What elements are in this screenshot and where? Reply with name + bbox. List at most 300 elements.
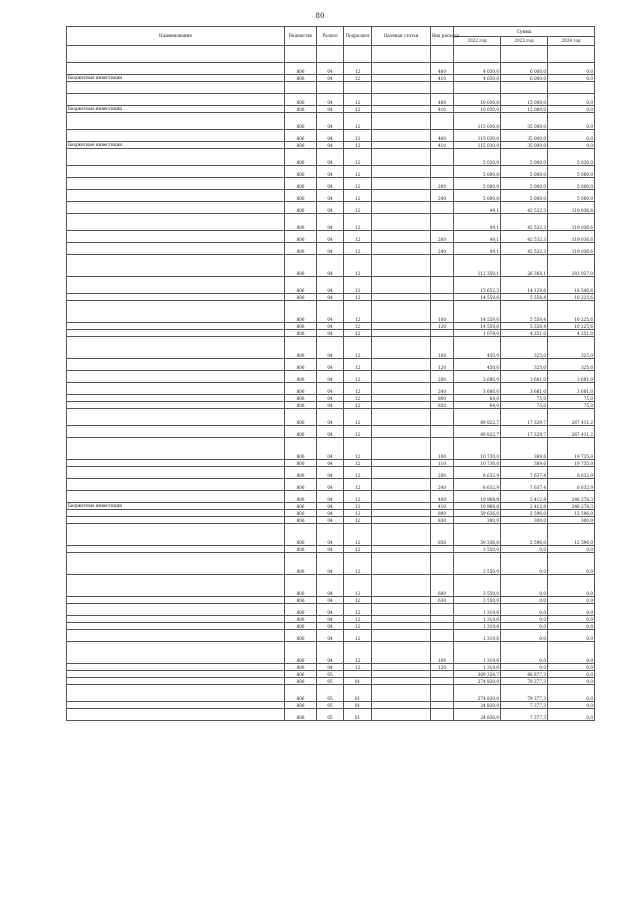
target-article-cell — [372, 709, 431, 721]
expense-type-cell — [431, 166, 454, 178]
section-cell: 04 — [317, 597, 344, 604]
row-name — [67, 82, 285, 94]
target-article-cell — [372, 395, 431, 402]
table-row — [67, 664, 595, 671]
section-cell: 04 — [317, 517, 344, 524]
page-number: 80 — [315, 12, 325, 20]
amount-2024-cell: 0,0 — [548, 94, 595, 106]
table-row — [67, 702, 595, 709]
row-name — [67, 190, 285, 202]
ministry-cell — [285, 46, 317, 63]
section-cell: 04 — [317, 190, 344, 202]
target-article-cell — [372, 82, 431, 94]
row-name — [67, 671, 285, 678]
row-name — [67, 575, 285, 597]
subsection-cell: 12 — [344, 597, 372, 604]
expense-type-cell: 410 — [431, 75, 454, 82]
subsection-cell: 12 — [344, 149, 372, 166]
target-article-cell — [372, 402, 431, 409]
amount-2022-cell: 10 030,0 — [454, 106, 501, 113]
amount-2024-cell: 119 036,6 — [548, 243, 595, 255]
ministry-cell: 806 — [285, 671, 317, 678]
target-article-cell — [372, 178, 431, 190]
amount-2024-cell: 0,0 — [548, 604, 595, 616]
amount-2024-cell: 0,0 — [548, 685, 595, 702]
ministry-cell: 806 — [285, 479, 317, 491]
amount-2022-cell: 115 030,0 — [454, 142, 501, 149]
table-row — [67, 178, 595, 190]
section-cell: 04 — [317, 142, 344, 149]
target-article-cell — [372, 106, 431, 113]
table-row — [67, 467, 595, 479]
expense-type-cell — [431, 685, 454, 702]
row-name — [67, 597, 285, 604]
subsection-cell: 12 — [344, 337, 372, 359]
target-article-cell — [372, 202, 431, 214]
amount-2023-cell: 0,0 — [501, 623, 548, 630]
target-article-cell — [372, 277, 431, 294]
row-name — [67, 214, 285, 231]
section-cell: 04 — [317, 106, 344, 113]
amount-2022-cell: 59 636,0 — [454, 510, 501, 517]
row-name — [67, 359, 285, 371]
target-article-cell — [372, 323, 431, 330]
table-row — [67, 383, 595, 395]
ministry-cell: 806 — [285, 277, 317, 294]
table-row — [67, 616, 595, 623]
subsection-cell: 12 — [344, 664, 372, 671]
subsection-cell — [344, 46, 372, 63]
ministry-cell: 806 — [285, 371, 317, 383]
expense-type-cell — [431, 630, 454, 642]
table-row — [67, 709, 595, 721]
expense-type-cell: 850 — [431, 524, 454, 546]
target-article-cell — [372, 113, 431, 130]
row-name — [67, 524, 285, 546]
row-name — [67, 685, 285, 702]
amount-2024-cell: 281 937,0 — [548, 255, 595, 277]
target-article-cell — [372, 330, 431, 337]
target-article-cell — [372, 678, 431, 685]
amount-2023-cell: 88 877,3 — [501, 671, 548, 678]
expense-type-cell: 850 — [431, 402, 454, 409]
expense-type-cell — [431, 604, 454, 616]
amount-2022-cell: 1 319,6 — [454, 642, 501, 664]
subsection-cell: 12 — [344, 623, 372, 630]
section-cell: 04 — [317, 337, 344, 359]
subsection-cell: 12 — [344, 467, 372, 479]
target-article-cell — [372, 166, 431, 178]
table-row — [67, 630, 595, 642]
amount-2022-cell: 3 550,0 — [454, 546, 501, 553]
row-name — [67, 467, 285, 479]
row-name — [67, 301, 285, 323]
amount-2024-cell: 75,0 — [548, 402, 595, 409]
section-cell: 04 — [317, 438, 344, 460]
amount-2022-cell: 309 324,7 — [454, 671, 501, 678]
subsection-cell: 12 — [344, 517, 372, 524]
section-cell: 04 — [317, 546, 344, 553]
amount-2022-cell: 115 030,0 — [454, 130, 501, 142]
expense-type-cell — [431, 46, 454, 63]
amount-2023-cell: 4 251,0 — [501, 330, 548, 337]
subsection-cell: 12 — [344, 359, 372, 371]
table-row — [67, 460, 595, 467]
target-article-cell — [372, 371, 431, 383]
expense-type-cell: 120 — [431, 323, 454, 330]
amount-2024-cell: 246 278,3 — [548, 491, 595, 503]
row-name — [67, 409, 285, 426]
row-name — [67, 166, 285, 178]
amount-2023-cell: 0,0 — [501, 630, 548, 642]
row-name — [67, 395, 285, 402]
ministry-cell: 806 — [285, 438, 317, 460]
section-cell: 04 — [317, 402, 344, 409]
row-name: Бюджетные инвестиции — [67, 75, 285, 82]
subsection-cell: 01 — [344, 678, 372, 685]
section-cell: 04 — [317, 616, 344, 623]
amount-2022-cell: 1 319,6 — [454, 616, 501, 623]
amount-2022-cell: 300,0 — [454, 517, 501, 524]
amount-2024-cell: 8 632,9 — [548, 479, 595, 491]
ministry-cell: 806 — [285, 630, 317, 642]
amount-2024-cell — [548, 82, 595, 94]
table-row — [67, 678, 595, 685]
amount-2023-cell: 0,0 — [501, 616, 548, 623]
target-article-cell — [372, 383, 431, 395]
row-name — [67, 438, 285, 460]
table-row — [67, 142, 595, 149]
amount-2023-cell: 7 637,4 — [501, 479, 548, 491]
amount-2023-cell: 17 329,7 — [501, 426, 548, 438]
expense-type-cell — [431, 82, 454, 94]
section-cell: 04 — [317, 214, 344, 231]
amount-2024-cell: 0,0 — [548, 546, 595, 553]
amount-2023-cell: 79 377,3 — [501, 678, 548, 685]
amount-2023-cell: 0,0 — [501, 597, 548, 604]
ministry-cell: 806 — [285, 106, 317, 113]
ministry-cell: 806 — [285, 426, 317, 438]
amount-2024-cell: 0,0 — [548, 575, 595, 597]
section-cell: 04 — [317, 243, 344, 255]
target-article-cell — [372, 63, 431, 75]
ministry-cell: 806 — [285, 255, 317, 277]
ministry-cell: 806 — [285, 113, 317, 130]
section-cell: 04 — [317, 467, 344, 479]
amount-2024-cell: 12 596,0 — [548, 524, 595, 546]
ministry-cell: 806 — [285, 664, 317, 671]
section-cell: 04 — [317, 149, 344, 166]
target-article-cell — [372, 597, 431, 604]
amount-2023-cell: 389,6 — [501, 460, 548, 467]
ministry-cell: 806 — [285, 553, 317, 575]
amount-2023-cell: 5 000,0 — [501, 149, 548, 166]
table-row — [67, 479, 595, 491]
expense-type-cell — [431, 616, 454, 623]
expense-type-cell: 240 — [431, 243, 454, 255]
ministry-cell: 806 — [285, 678, 317, 685]
expense-type-cell: 410 — [431, 503, 454, 510]
section-cell: 04 — [317, 630, 344, 642]
section-cell: 04 — [317, 604, 344, 616]
expense-type-cell: 800 — [431, 395, 454, 402]
subsection-cell: 12 — [344, 63, 372, 75]
amount-2024-cell: 325,0 — [548, 337, 595, 359]
subsection-cell: 12 — [344, 438, 372, 460]
subsection-cell: 12 — [344, 510, 372, 517]
ministry-cell: 806 — [285, 294, 317, 301]
amount-2022-cell: 3 550,0 — [454, 575, 501, 597]
target-article-cell — [372, 524, 431, 546]
row-name — [67, 383, 285, 395]
amount-2024-cell: 267 411,2 — [548, 409, 595, 426]
amount-2022-cell: 5 030,0 — [454, 149, 501, 166]
amount-2022-cell: 24 830,0 — [454, 702, 501, 709]
amount-2024-cell: 0,0 — [548, 130, 595, 142]
amount-2022-cell: 15 652,3 — [454, 277, 501, 294]
ministry-cell: 806 — [285, 94, 317, 106]
header-target-article: Целевая статья — [372, 27, 431, 46]
target-article-cell — [372, 130, 431, 142]
expense-type-cell — [431, 202, 454, 214]
expense-type-cell: 200 — [431, 467, 454, 479]
amount-2024-cell: 5 000,0 — [548, 178, 595, 190]
amount-2024-cell: 0,0 — [548, 616, 595, 623]
amount-2024-cell: 10 225,6 — [548, 323, 595, 330]
ministry-cell: 806 — [285, 575, 317, 597]
amount-2024-cell: 18 546,6 — [548, 277, 595, 294]
amount-2022-cell: 3 550,0 — [454, 597, 501, 604]
amount-2023-cell: 325,0 — [501, 359, 548, 371]
amount-2022-cell: 14 559,6 — [454, 323, 501, 330]
row-name: Бюджетные инвестиции — [67, 106, 285, 113]
target-article-cell — [372, 553, 431, 575]
amount-2023-cell: 42 532,3 — [501, 243, 548, 255]
table-row — [67, 82, 595, 94]
amount-2023-cell: 0,0 — [501, 553, 548, 575]
table-row — [67, 231, 595, 243]
ministry-cell: 806 — [285, 623, 317, 630]
amount-2022-cell: 49,1 — [454, 231, 501, 243]
target-article-cell — [372, 214, 431, 231]
section-cell: 04 — [317, 524, 344, 546]
target-article-cell — [372, 671, 431, 678]
subsection-cell: 12 — [344, 190, 372, 202]
target-article-cell — [372, 503, 431, 510]
ministry-cell: 806 — [285, 702, 317, 709]
ministry-cell — [285, 82, 317, 94]
subsection-cell: 12 — [344, 426, 372, 438]
table-row — [67, 202, 595, 214]
header-expense-type: Вид расхода — [431, 27, 454, 46]
subsection-cell: 12 — [344, 402, 372, 409]
expense-type-cell — [431, 671, 454, 678]
amount-2022-cell: 450,0 — [454, 337, 501, 359]
amount-2024-cell: 12 596,0 — [548, 510, 595, 517]
subsection-cell: 12 — [344, 301, 372, 323]
row-name — [67, 678, 285, 685]
amount-2022-cell: 1 319,6 — [454, 664, 501, 671]
header-subsection: Подраздел — [344, 27, 372, 46]
ministry-cell: 806 — [285, 149, 317, 166]
expense-type-cell — [431, 409, 454, 426]
ministry-cell: 806 — [285, 402, 317, 409]
amount-2023-cell: 5 558,4 — [501, 323, 548, 330]
amount-2024-cell: 0,0 — [548, 709, 595, 721]
table-row — [67, 553, 595, 575]
amount-2024-cell: 0,0 — [548, 642, 595, 664]
amount-2024-cell: 0,0 — [548, 106, 595, 113]
subsection-cell: 12 — [344, 616, 372, 623]
target-article-cell — [372, 255, 431, 277]
table-row — [67, 671, 595, 678]
subsection-cell: 12 — [344, 604, 372, 616]
ministry-cell: 806 — [285, 202, 317, 214]
ministry-cell: 806 — [285, 503, 317, 510]
amount-2024-cell: 0,0 — [548, 553, 595, 575]
section-cell: 04 — [317, 642, 344, 664]
expense-type-cell — [431, 294, 454, 301]
section-cell: 04 — [317, 75, 344, 82]
expense-type-cell: 830 — [431, 517, 454, 524]
target-article-cell — [372, 438, 431, 460]
section-cell: 04 — [317, 623, 344, 630]
row-name — [67, 231, 285, 243]
section-cell: 04 — [317, 94, 344, 106]
ministry-cell: 806 — [285, 517, 317, 524]
expense-type-cell: 120 — [431, 664, 454, 671]
amount-2023-cell: 0,0 — [501, 604, 548, 616]
table-row — [67, 409, 595, 426]
amount-2024-cell: 10 225,6 — [548, 294, 595, 301]
expense-type-cell: 200 — [431, 371, 454, 383]
target-article-cell — [372, 702, 431, 709]
ministry-cell: 806 — [285, 524, 317, 546]
amount-2023-cell: 15 000,0 — [501, 94, 548, 106]
amount-2024-cell: 267 411,2 — [548, 426, 595, 438]
table-row — [67, 685, 595, 702]
section-cell: 04 — [317, 202, 344, 214]
ministry-cell: 806 — [285, 467, 317, 479]
ministry-cell: 806 — [285, 604, 317, 616]
section-cell: 04 — [317, 330, 344, 337]
amount-2022-cell: 64,0 — [454, 402, 501, 409]
table-row — [67, 243, 595, 255]
amount-2024-cell: 0,0 — [548, 113, 595, 130]
amount-2022-cell: 49,1 — [454, 243, 501, 255]
row-name — [67, 709, 285, 721]
row-name — [67, 323, 285, 330]
table-row — [67, 503, 595, 510]
amount-2023-cell: 6 000,0 — [501, 63, 548, 75]
target-article-cell — [372, 294, 431, 301]
row-name — [67, 402, 285, 409]
table-row — [67, 106, 595, 113]
amount-2022-cell: 10 730,0 — [454, 460, 501, 467]
table-row — [67, 301, 595, 323]
budget-table — [66, 26, 595, 721]
amount-2024-cell: 119 036,6 — [548, 231, 595, 243]
amount-2024-cell: 8 632,9 — [548, 467, 595, 479]
amount-2023-cell: 2 596,0 — [501, 510, 548, 517]
amount-2022-cell — [454, 46, 501, 63]
amount-2022-cell — [454, 82, 501, 94]
table-row — [67, 190, 595, 202]
amount-2022-cell: 49,1 — [454, 202, 501, 214]
row-name — [67, 149, 285, 166]
section-cell: 04 — [317, 409, 344, 426]
amount-2024-cell: 119 036,6 — [548, 202, 595, 214]
section-cell: 04 — [317, 166, 344, 178]
section-cell: 04 — [317, 63, 344, 75]
amount-2023-cell: 26 368,1 — [501, 255, 548, 277]
table-row — [67, 402, 595, 409]
expense-type-cell: 800 — [431, 510, 454, 517]
row-name — [67, 604, 285, 616]
table-row — [67, 597, 595, 604]
amount-2022-cell: 274 830,0 — [454, 678, 501, 685]
subsection-cell: 12 — [344, 142, 372, 149]
table-row — [67, 214, 595, 231]
amount-2023-cell: 35 000,0 — [501, 130, 548, 142]
header-name: Наименование — [67, 27, 285, 46]
section-cell: 05 — [317, 685, 344, 702]
target-article-cell — [372, 46, 431, 63]
amount-2022-cell: 4 030,0 — [454, 75, 501, 82]
amount-2022-cell: 8 632,9 — [454, 479, 501, 491]
ministry-cell: 806 — [285, 395, 317, 402]
expense-type-cell: 410 — [431, 142, 454, 149]
expense-type-cell: 240 — [431, 383, 454, 395]
subsection-cell: 12 — [344, 202, 372, 214]
target-article-cell — [372, 491, 431, 503]
amount-2024-cell — [548, 46, 595, 63]
subsection-cell: 12 — [344, 491, 372, 503]
row-name — [67, 664, 285, 671]
section-cell: 04 — [317, 503, 344, 510]
amount-2023-cell: 75,0 — [501, 402, 548, 409]
target-article-cell — [372, 337, 431, 359]
expense-type-cell — [431, 702, 454, 709]
section-cell: 04 — [317, 178, 344, 190]
target-article-cell — [372, 467, 431, 479]
row-name — [67, 616, 285, 623]
amount-2022-cell: 49,1 — [454, 214, 501, 231]
section-cell: 04 — [317, 359, 344, 371]
amount-2022-cell: 3 550,0 — [454, 553, 501, 575]
section-cell: 04 — [317, 479, 344, 491]
amount-2024-cell: 0,0 — [548, 75, 595, 82]
amount-2024-cell: 5 000,0 — [548, 166, 595, 178]
amount-2024-cell: 0,0 — [548, 623, 595, 630]
row-name — [67, 546, 285, 553]
target-article-cell — [372, 575, 431, 597]
table-row — [67, 359, 595, 371]
amount-2022-cell: 115 030,0 — [454, 113, 501, 130]
amount-2024-cell: 0,0 — [548, 142, 595, 149]
row-name — [67, 277, 285, 294]
target-article-cell — [372, 479, 431, 491]
expense-type-cell: 200 — [431, 231, 454, 243]
expense-type-cell — [431, 426, 454, 438]
row-name — [67, 553, 285, 575]
expense-type-cell — [431, 113, 454, 130]
amount-2022-cell: 8 632,9 — [454, 467, 501, 479]
ministry-cell: 806 — [285, 323, 317, 330]
subsection-cell: 12 — [344, 642, 372, 664]
amount-2023-cell: 15 000,0 — [501, 106, 548, 113]
expense-type-cell: 120 — [431, 359, 454, 371]
